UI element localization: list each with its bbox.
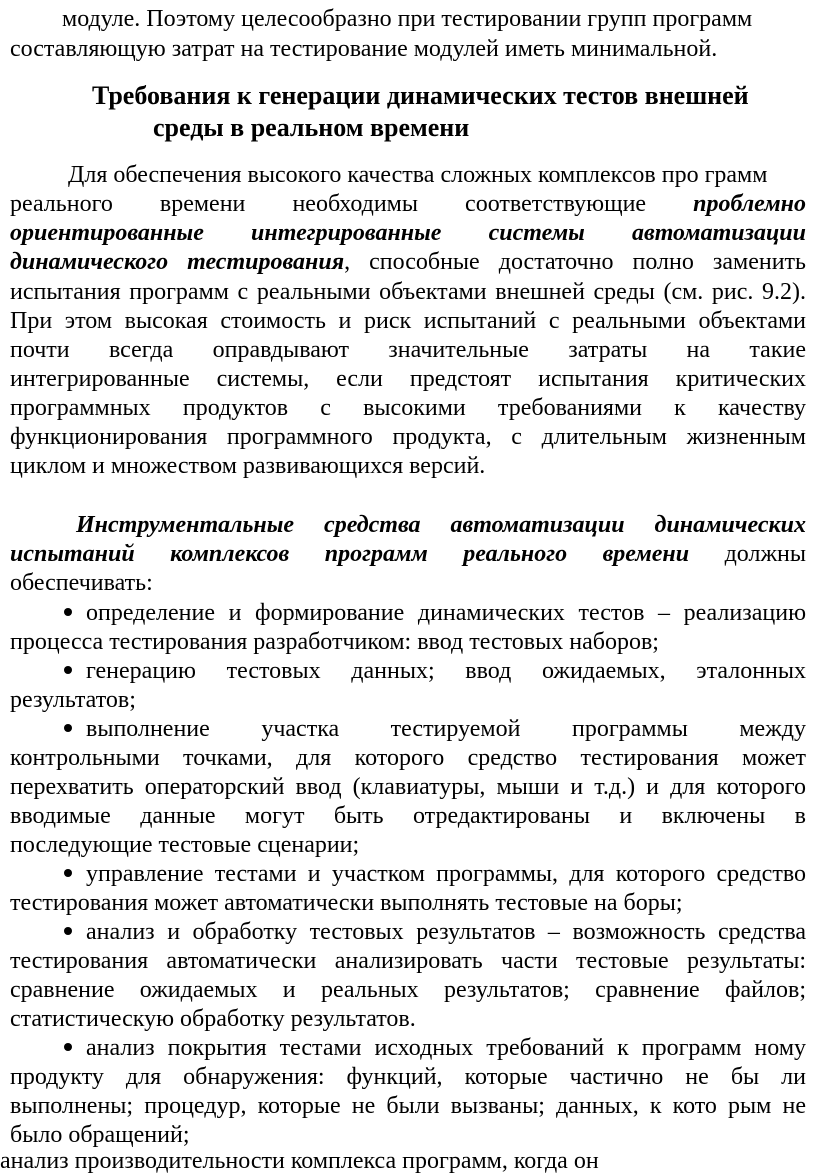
text-line: интегрированные системы, если предстоят испытания критических bbox=[10, 366, 806, 392]
text-span: должны bbox=[724, 541, 806, 567]
emphasis-line: ориентированные интегрированные системы автоматизации bbox=[10, 220, 806, 246]
text-line bbox=[10, 247, 806, 277]
text-line: процесса тестирования разработчиком: ввод тестовых наборов; bbox=[10, 629, 659, 655]
list-item-text: генерацию тестовых данных; ввод ожидаемых, эталонных bbox=[86, 658, 806, 684]
list-item-text: анализ покрытия тестами исходных требований к программ ному bbox=[86, 1035, 806, 1061]
text-line: программных продуктов с высокими требованиями к качеству bbox=[10, 395, 806, 421]
bullet-icon bbox=[64, 724, 72, 732]
section-heading: среды в реальном времени bbox=[153, 113, 470, 142]
list-item bbox=[64, 598, 806, 628]
list-item-text: анализ и обработку тестовых результатов – возможность средства bbox=[86, 919, 806, 945]
text-line: сравнение ожидаемых и реальных результатов; сравнение файлов; bbox=[10, 977, 806, 1003]
emphasis-line: Инструментальные средства автоматизации динамических bbox=[76, 512, 806, 538]
list-item bbox=[64, 917, 806, 947]
list-item-text: выполнение участка тестируемой программы между bbox=[86, 716, 806, 742]
bullet-icon bbox=[64, 869, 72, 877]
emphasis-text: проблемно bbox=[693, 191, 806, 217]
text-span: реального времени необходимы соответствующие bbox=[10, 191, 647, 217]
text-line: функционирования программного продукта, с длительным жизненным bbox=[10, 424, 806, 450]
list-item-text: определение и формирование динамических тестов – реализацию bbox=[86, 600, 806, 626]
text-line: анализ производительности комплекса программ, когда он bbox=[0, 1148, 599, 1174]
text-line: тестирования может автоматически выполнять тестовые на боры; bbox=[10, 890, 683, 916]
text-line: результатов; bbox=[10, 687, 136, 713]
bullet-icon bbox=[64, 927, 72, 935]
text-line: тестирования автоматически анализировать части тестовые результаты: bbox=[10, 948, 806, 974]
emphasis-text: испытаний комплексов программ реального времени bbox=[10, 541, 690, 567]
bullet-icon bbox=[64, 666, 72, 674]
bullet-icon bbox=[64, 1043, 72, 1051]
text-line: статистическую обработку результатов. bbox=[10, 1006, 416, 1032]
text-line: обеспечивать: bbox=[10, 570, 153, 596]
text-line: было обращений; bbox=[10, 1122, 190, 1148]
text-line bbox=[10, 539, 806, 569]
list-item bbox=[64, 1033, 806, 1063]
bullet-icon bbox=[64, 608, 72, 616]
section-heading: Требования к генерации динамических тестов внешней bbox=[92, 81, 749, 110]
text-line: При этом высокая стоимость и риск испытаний с реальными объектами bbox=[10, 308, 806, 334]
list-item bbox=[64, 859, 806, 889]
text-line: перехватить операторский ввод (клавиатуры, мыши и т.д.) и для которого bbox=[10, 774, 806, 800]
text-line: контрольными точками, для которого средство тестирования может bbox=[10, 745, 806, 771]
text-line: продукту для обнаружения: функций, которые частично не бы ли bbox=[10, 1064, 806, 1090]
text-span: , способные достаточно полно заменить bbox=[344, 249, 806, 275]
text-line bbox=[10, 189, 806, 219]
list-item bbox=[64, 714, 806, 744]
text-line: вводимые данные могут быть отредактированы и включены в bbox=[10, 803, 806, 829]
text-line: почти всегда оправдывают значительные затраты на такие bbox=[10, 337, 806, 363]
list-item-text: управление тестами и участком программы, для которого средство bbox=[86, 861, 806, 887]
text-line: выполнены; процедур, которые не были вызваны; данных, к кото рым не bbox=[10, 1093, 806, 1119]
list-item bbox=[64, 656, 806, 686]
text-line: составляющую затрат на тестирование модулей иметь минимальной. bbox=[10, 36, 718, 62]
text-line: последующие тестовые сценарии; bbox=[10, 832, 360, 858]
text-line: испытания программ с реальными объектами внешней среды (см. рис. 9.2). bbox=[10, 279, 806, 305]
text-line: модуле. Поэтому целесообразно при тестировании групп программ bbox=[62, 6, 753, 32]
text-line: Для обеспечения высокого качества сложных комплексов про грамм bbox=[68, 162, 768, 188]
text-line: циклом и множеством развивающихся версий. bbox=[10, 453, 486, 479]
emphasis-text: динамического тестирования bbox=[10, 249, 345, 275]
